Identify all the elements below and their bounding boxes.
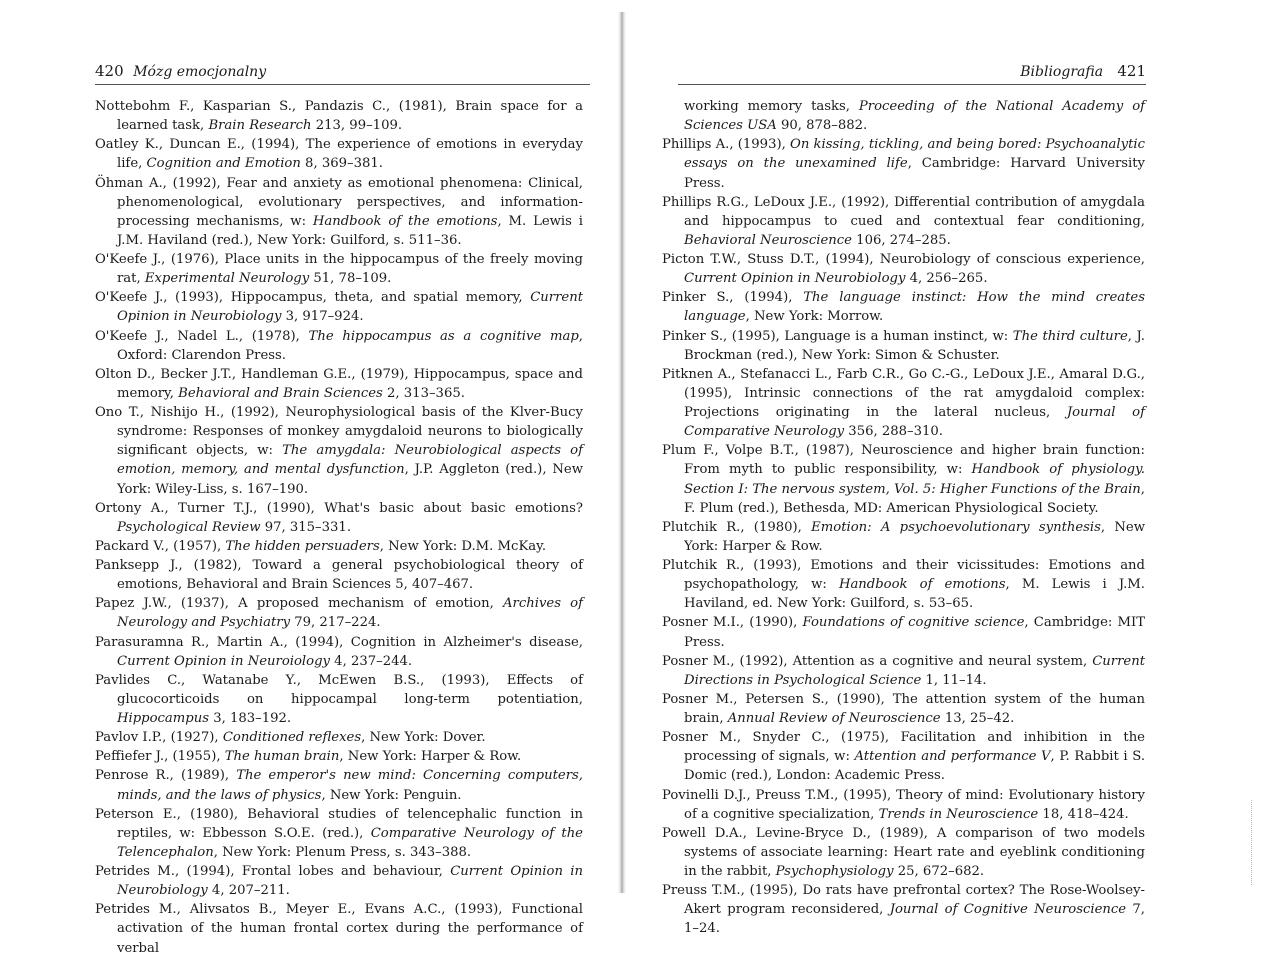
bibliography-entry xyxy=(662,193,1145,250)
entry-text: Posner M., Snyder C., (1975), Facilitation and inhibition in the processing of signals, w: xyxy=(662,730,1145,765)
bibliography-entry xyxy=(95,556,583,594)
right-header-rule xyxy=(678,84,1146,85)
left-header-rule xyxy=(95,84,590,85)
left-running-title: Mózg emocjonalny xyxy=(133,64,267,80)
entry-title-italic: Journal of Comparative Neurology xyxy=(684,405,1145,440)
entry-text: Petrides M., (1994), Frontal lobes and behaviour, xyxy=(95,864,451,879)
entry-text: Pavlides C., Watanabe Y., McEwen B.S., (1993), Effects of glucocorticoids on hippocampal long-term potentiation, xyxy=(95,672,583,707)
entry-text: , Oxford: Clarendon Press. xyxy=(117,328,583,363)
entry-text: 3, 917–924. xyxy=(281,309,364,325)
entry-title-italic: Current Directions in Psychological Science xyxy=(684,653,1145,688)
entry-text: , New York: Morrow. xyxy=(745,309,884,325)
entry-text: , New York: Plenum Press, s. 343–388. xyxy=(213,844,472,860)
entry-title-italic: Journal of Cognitive Neuroscience xyxy=(889,902,1127,918)
entry-text: , Cambridge: Harvard University Press. xyxy=(684,156,1145,191)
entry-title-italic: Hippocampus xyxy=(117,711,209,726)
right-running-title: Bibliografia xyxy=(1020,64,1104,80)
entry-text: 3, 183–192. xyxy=(209,711,292,726)
entry-title-italic: Current Opinion in Neurobiology xyxy=(684,271,906,287)
entry-text: Papez J.W., (1937), A proposed mechanism of emotion, xyxy=(95,596,504,612)
entry-text: Posner M.I., (1990), xyxy=(662,615,803,631)
entry-text: , J. Brockman (red.), New York: Simon & Schuster. xyxy=(684,328,1145,363)
bibliography-entry xyxy=(95,135,583,173)
bibliography-entry xyxy=(95,250,583,288)
entry-text: Phillips R.G., LeDoux J.E., (1992), Differential contribution of amygdala and hippocampus to cued and contextual fear conditioning, xyxy=(662,194,1145,229)
entry-title-italic: Comparative Neurology of the Telencephalon xyxy=(117,825,583,860)
entry-title-italic: Emotion: A psychoevolutionary synthesis xyxy=(811,519,1101,535)
entry-title-italic: Psychophysiology xyxy=(775,864,894,879)
bibliography-entry xyxy=(662,824,1145,881)
entry-text: Öhman A., (1992), Fear and anxiety as emotional phenomena: Clinical, phenomenological, evolutionary perspectives, and information-processing mechanisms, w: xyxy=(95,175,583,229)
entry-text: Preuss T.M., (1995), Do rats have prefrontal cortex? The Rose-Woolsey-Akert program reconsidered, xyxy=(662,883,1145,918)
entry-title-italic: Current Opinion in Neurobiology xyxy=(117,290,583,325)
bibliography-entry xyxy=(662,613,1145,651)
entry-text: 4, 207–211. xyxy=(207,883,290,899)
bibliography-entry xyxy=(662,250,1145,288)
entry-text: 8, 369–381. xyxy=(300,156,383,172)
entry-text: working memory tasks, xyxy=(684,99,859,114)
entry-title-italic: Psychological Review xyxy=(117,519,261,535)
bibliography-entry xyxy=(662,327,1145,365)
entry-text: 97, 315–331. xyxy=(260,519,352,535)
entry-title-italic: Foundations of cognitive science xyxy=(802,615,1025,631)
entry-title-italic: The hippocampus as a cognitive map xyxy=(308,328,579,344)
entry-text: , M. Lewis i J.M. Haviland (red.), New York: Guilford, s. 511–36. xyxy=(117,213,583,248)
entry-text: O'Keefe J., (1993), Hippocampus, theta, and spatial memory, xyxy=(95,290,531,306)
left-page-header xyxy=(95,62,590,80)
bibliography-continuation xyxy=(662,97,1145,135)
bibliography-entry xyxy=(95,499,583,537)
right-page-header xyxy=(678,62,1146,80)
entry-text: Posner M., Petersen S., (1990), The attention system of the human brain, xyxy=(662,691,1145,726)
bibliography-entry xyxy=(662,518,1145,556)
entry-text: 51, 78–109. xyxy=(309,271,392,287)
entry-title-italic: On kissing, tickling, and being bored: Psychoanalytic essays on the unexamined life xyxy=(684,137,1145,172)
right-bibliography-list xyxy=(662,97,1145,939)
entry-title-italic: Handbook of the emotions xyxy=(312,213,498,229)
entry-text: , F. Plum (red.), Bethesda, MD: American Physiological Society. xyxy=(684,481,1145,516)
entry-text: Plutchik R., (1980), xyxy=(662,519,812,535)
bibliography-entry xyxy=(95,365,583,403)
entry-text: , P. Rabbit i S. Domic (red.), London: Academic Press. xyxy=(684,749,1146,784)
entry-text: Ortony A., Turner T.J., (1990), What's basic about basic emotions? xyxy=(95,500,583,516)
bibliography-entry xyxy=(95,900,583,957)
bibliography-entry xyxy=(662,881,1145,938)
bibliography-entry xyxy=(95,671,583,728)
bibliography-entry xyxy=(662,365,1145,442)
entry-text: Phillips A., (1993), xyxy=(662,137,791,153)
bibliography-entry xyxy=(662,135,1145,192)
entry-title-italic: The third culture xyxy=(1012,328,1128,344)
entry-text: O'Keefe J., (1976), Place units in the hippocampus of the freely moving rat, xyxy=(95,252,583,287)
entry-title-italic: The language instinct: How the mind creates language xyxy=(684,290,1145,325)
entry-text: Panksepp J., (1982), Toward a general psychobiological theory of emotions, Behavioral and Brain Sciences 5, 407–467. xyxy=(95,558,583,593)
entry-text: Oatley K., Duncan E., (1994), The experience of emotions in everyday life, xyxy=(95,137,583,172)
entry-text: , J.P. Aggleton (red.), New York: Wiley-Liss, s. 167–190. xyxy=(117,462,583,497)
bibliography-entry xyxy=(662,786,1145,824)
entry-title-italic: Archives of Neurology and Psychiatry xyxy=(117,596,583,631)
entry-text: 4, 256–265. xyxy=(905,271,988,287)
bibliography-entry xyxy=(95,805,583,862)
right-page xyxy=(630,0,1266,937)
entry-title-italic: Behavioral Neuroscience xyxy=(684,232,852,248)
page-edge-marks xyxy=(1251,800,1258,885)
entry-text: Ono T., Nishijo H., (1992), Neurophysiological basis of the Klver-Bucy syndrome: Responses of monkey amygdaloid neurons to biologically significant objects, w: xyxy=(95,405,583,459)
entry-text: 18, 418–424. xyxy=(1038,806,1129,822)
entry-text: O'Keefe J., Nadel L., (1978), xyxy=(95,328,309,344)
entry-text: Posner M., (1992), Attention as a cognitive and neural system, xyxy=(662,653,1093,669)
entry-title-italic: Attention and performance V xyxy=(854,749,1051,765)
entry-text: 90, 878–882. xyxy=(776,118,868,134)
bibliography-entry xyxy=(662,288,1145,326)
bibliography-entry xyxy=(95,594,583,632)
entry-text: 79, 217–224. xyxy=(290,615,381,631)
bibliography-entry xyxy=(95,327,583,365)
entry-text: , New York: Dover. xyxy=(361,730,486,746)
entry-text: 106, 274–285. xyxy=(851,232,951,248)
entry-text: , New York: Harper & Row. xyxy=(684,519,1146,554)
bibliography-entry xyxy=(95,403,583,499)
entry-title-italic: Behavioral and Brain Sciences xyxy=(178,385,383,401)
bibliography-entry xyxy=(662,652,1145,690)
entry-title-italic: The amygdala: Neurobiological aspects of emotion, memory, and mental dysfunction xyxy=(117,443,584,478)
entry-text: , M. Lewis i J.M. Haviland, ed. New York: Guilford, s. 53–65. xyxy=(684,577,1146,612)
bibliography-entry xyxy=(95,174,583,251)
entry-title-italic: Current Opinion in Neuroiology xyxy=(117,653,330,669)
entry-text: 356, 288–310. xyxy=(844,424,943,440)
entry-text: Pinker S., (1994), xyxy=(662,290,804,306)
entry-text: , Cambridge: MIT Press. xyxy=(684,615,1146,650)
entry-text: 4, 237–244. xyxy=(329,653,413,669)
entry-title-italic: The emperor's new mind: Concerning computers, minds, and the laws of physics xyxy=(117,768,583,803)
entry-text: 25, 672–682. xyxy=(893,864,985,879)
entry-text: Parasuramna R., Martin A., (1994), Cognition in Alzheimer's disease, xyxy=(95,634,583,650)
bibliography-entry xyxy=(662,556,1145,613)
bibliography-entry xyxy=(95,288,583,326)
bibliography-entry xyxy=(95,747,583,766)
book-spine xyxy=(618,12,626,893)
bibliography-entry xyxy=(662,728,1145,785)
entry-text: Picton T.W., Stuss D.T., (1994), Neurobiology of conscious experience, xyxy=(662,252,1145,267)
right-page-number: 421 xyxy=(1117,62,1146,80)
entry-text: Povinelli D.J., Preuss T.M., (1995), Theory of mind: Evolutionary history of a cognitive specialization, xyxy=(662,787,1145,822)
entry-text: , New York: Penguin. xyxy=(321,787,462,803)
entry-title-italic: Current Opinion in Neurobiology xyxy=(117,864,583,899)
bibliography-entry xyxy=(95,766,583,804)
entry-title-italic: Trends in Neuroscience xyxy=(878,806,1039,822)
left-page-number: 420 xyxy=(95,62,124,80)
bibliography-entry xyxy=(662,441,1145,518)
entry-text: Plum F., Volpe B.T., (1987), Neuroscience and higher brain function: From myth to public responsibility, w: xyxy=(662,443,1145,478)
entry-title-italic: Handbook of physiology. Section I: The nervous system, Vol. 5: Higher Functions of the Brain xyxy=(684,462,1145,497)
entry-text: Penrose R., (1989), xyxy=(95,768,237,784)
entry-text: Peffiefer J., (1955), xyxy=(95,749,225,765)
bibliography-entry xyxy=(95,633,583,671)
entry-text: Peterson E., (1980), Behavioral studies of telencephalic function in reptiles, w: Ebbesson S.O.E. (red.), xyxy=(95,806,583,841)
entry-text: Pitknen A., Stefanacci L., Farb C.R., Go C.-G., LeDoux J.E., Amaral D.G., (1995), Intrinsic connections of the rat amygdaloid complex: Projections originating in the lateral nucleus, xyxy=(662,366,1145,420)
entry-text: 7, 1–24. xyxy=(684,902,1145,937)
entry-title-italic: The hidden persuaders xyxy=(225,538,380,554)
entry-text: , New York: D.M. McKay. xyxy=(379,538,547,554)
left-page xyxy=(0,0,620,956)
entry-text: Powell D.A., Levine-Bryce D., (1989), A comparison of two models systems of associate learning: Heart rate and eyeblink conditioning in the rabbit, xyxy=(662,825,1145,879)
entry-text: Nottebohm F., Kasparian S., Pandazis C., (1981), Brain space for a learned task, xyxy=(95,99,583,134)
entry-title-italic: The human brain xyxy=(224,749,340,765)
entry-title-italic: Cognition and Emotion xyxy=(146,156,301,172)
entry-text: Pinker S., (1995), Language is a human instinct, w: xyxy=(662,328,1013,344)
entry-title-italic: Conditioned reflexes xyxy=(222,730,362,746)
entry-title-italic: Annual Review of Neuroscience xyxy=(727,711,941,726)
bibliography-entry xyxy=(662,690,1145,728)
bibliography-entry xyxy=(95,862,583,900)
entry-text: Packard V., (1957), xyxy=(95,538,226,554)
entry-text: Plutchik R., (1993), Emotions and their vicissitudes: Emotions and psychopathology, w: xyxy=(662,558,1145,593)
entry-text: 1, 11–14. xyxy=(921,672,987,688)
bibliography-entry xyxy=(95,728,583,747)
left-bibliography-list xyxy=(95,97,583,958)
entry-text: Pavlov I.P., (1927), xyxy=(95,730,223,746)
entry-title-italic: Experimental Neurology xyxy=(144,271,310,287)
entry-text: 2, 313–365. xyxy=(382,385,465,401)
entry-title-italic: Brain Research xyxy=(208,118,312,134)
bibliography-entry xyxy=(95,537,583,556)
entry-title-italic: Handbook of emotions xyxy=(838,577,1006,593)
bibliography-entry xyxy=(95,97,583,135)
entry-text: 13, 25–42. xyxy=(940,711,1015,726)
entry-text: Petrides M., Alivsatos B., Meyer E., Evans A.C., (1993), Functional activation of the human frontal cortex during the performance of verbal xyxy=(95,902,583,956)
entry-text: 213, 99–109. xyxy=(311,118,403,134)
entry-title-italic: Proceeding of the National Academy of Sciences USA xyxy=(684,99,1146,134)
entry-text: Olton D., Becker J.T., Handleman G.E., (1979), Hippocampus, space and memory, xyxy=(95,366,583,401)
entry-text: , New York: Harper & Row. xyxy=(339,749,522,765)
